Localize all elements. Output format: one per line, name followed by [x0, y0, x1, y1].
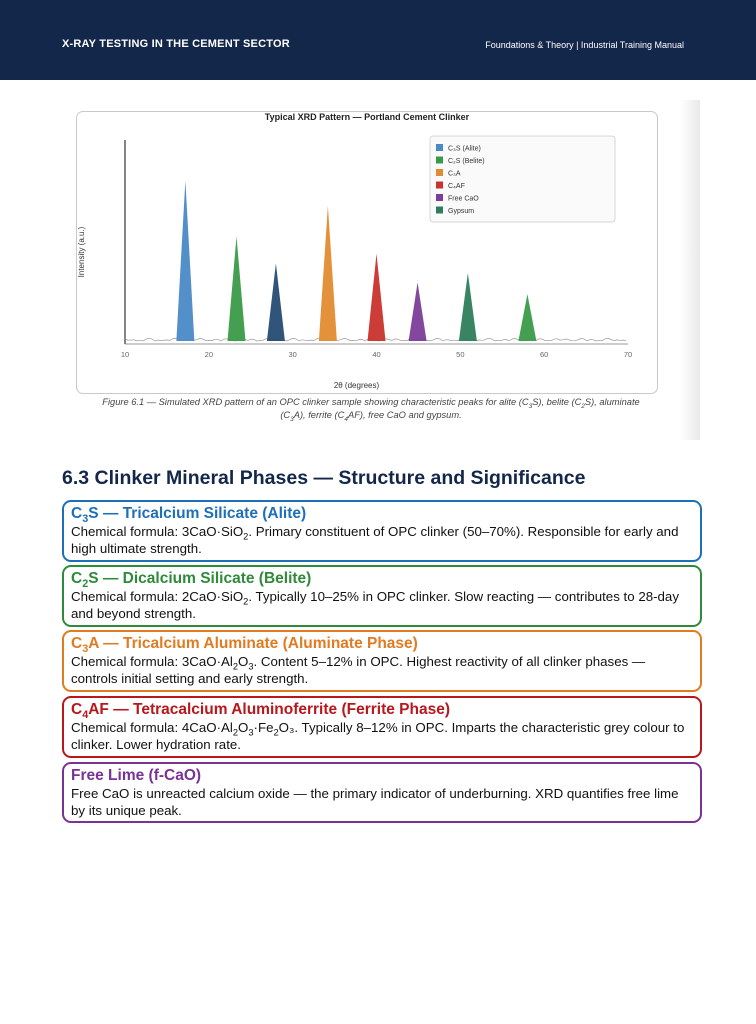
peak-1 [227, 236, 245, 341]
legend-label: C₄AF [448, 183, 465, 190]
legend-swatch [436, 157, 443, 164]
legend-swatch [436, 194, 443, 201]
x-axis-label: 2θ (degrees) [333, 381, 380, 390]
chart-title: Typical XRD Pattern — Portland Cement Clinker [264, 112, 470, 122]
phase-description: Chemical formula: 3CaO·SiO$_2$. Primary constituent of OPC clinker (50–70%). Responsible for early and high ultimate strength. [71, 524, 679, 556]
header-title: X-RAY TESTING IN THE CEMENT SECTOR [62, 38, 290, 50]
legend-label: Gypsum [448, 208, 475, 215]
phase-description: Chemical formula: $4CaO\cdot Al_2O_3\cdot Fe_2O_3$. Typically 8–12% in OPC. Imparts the characteristic grey colour to clinker. Lower hydration rate. [71, 720, 685, 752]
figure-caption: Figure 6.1 — Simulated XRD pattern of an OPC clinker sample showing characteristic peaks for alite $(C_3S)$, belite $(C_2S)$, aluminate $(C_3A)$, ferrite $(C_4AF)$, free CaO and gypsum. [102, 397, 640, 423]
legend-label: C₃A [448, 170, 461, 178]
xrd-chart [76, 111, 658, 394]
peak-2 [267, 263, 285, 341]
page-edge-shadow [680, 100, 700, 440]
phase-title: $C_3A$ — Tricalcium Aluminate (Aluminate Phase) [71, 635, 418, 656]
peak-7 [518, 294, 536, 341]
peak-4 [368, 254, 386, 341]
legend-swatch [436, 144, 443, 151]
peak-3 [319, 206, 337, 341]
peak-5 [409, 283, 427, 341]
peak-0 [176, 181, 194, 341]
y-axis-label: Intensity (a.u.) [77, 226, 86, 278]
x-tick-label: 10 [120, 350, 130, 359]
legend-label: Free CaO [448, 195, 479, 203]
xrd-chart-svg [77, 112, 657, 393]
phase-description: Chemical formula: $3CaO\cdot Al_2O_3$. Content 5–12% in OPC. Highest reactivity of all clinker phases — controls initial setting and early strength. [71, 654, 646, 686]
phase-description: Chemical formula: 2CaO·SiO$_2$. Typically 10–25% in OPC clinker. Slow reacting — contributes to 28-day and beyond strength. [71, 589, 679, 621]
phase-card-c3s [62, 500, 702, 562]
x-tick-label: 20 [204, 350, 214, 359]
legend-label: C₃S (Alite) [448, 145, 481, 153]
peak-6 [459, 273, 477, 341]
x-tick-label: 50 [456, 350, 465, 359]
x-tick-label: 60 [539, 350, 549, 359]
phase-card-c3a [62, 630, 702, 692]
legend-label: C₂S (Belite) [448, 158, 485, 165]
phase-title: $C_4AF$ — Tetracalcium Aluminoferrite (Ferrite Phase) [71, 701, 450, 722]
x-tick-label: 30 [288, 350, 297, 359]
page-header [0, 0, 756, 80]
phase-card-c2s [62, 565, 702, 627]
header-subtitle: Foundations & Theory | Industrial Training Manual [485, 40, 684, 50]
x-tick-label: 70 [623, 350, 633, 359]
phase-title: Free Lime (f-CaO) [71, 767, 202, 784]
phase-title: $C_3S$ — Tricalcium Silicate (Alite) [71, 505, 307, 526]
section-title: 6.3 Clinker Mineral Phases — Structure and Significance [62, 467, 586, 489]
phase-card-free-lime [62, 762, 702, 823]
x-tick-label: 40 [372, 350, 381, 359]
phase-title: $C_2S$ — Dicalcium Silicate (Belite) [71, 570, 312, 591]
phase-description: Free CaO is unreacted calcium oxide — the primary indicator of underburning. XRD quantifies free lime by its unique peak. [71, 786, 679, 818]
legend-swatch [436, 182, 443, 189]
legend-swatch [436, 207, 443, 214]
legend-swatch [436, 169, 443, 176]
phase-card-c4af [62, 696, 702, 758]
